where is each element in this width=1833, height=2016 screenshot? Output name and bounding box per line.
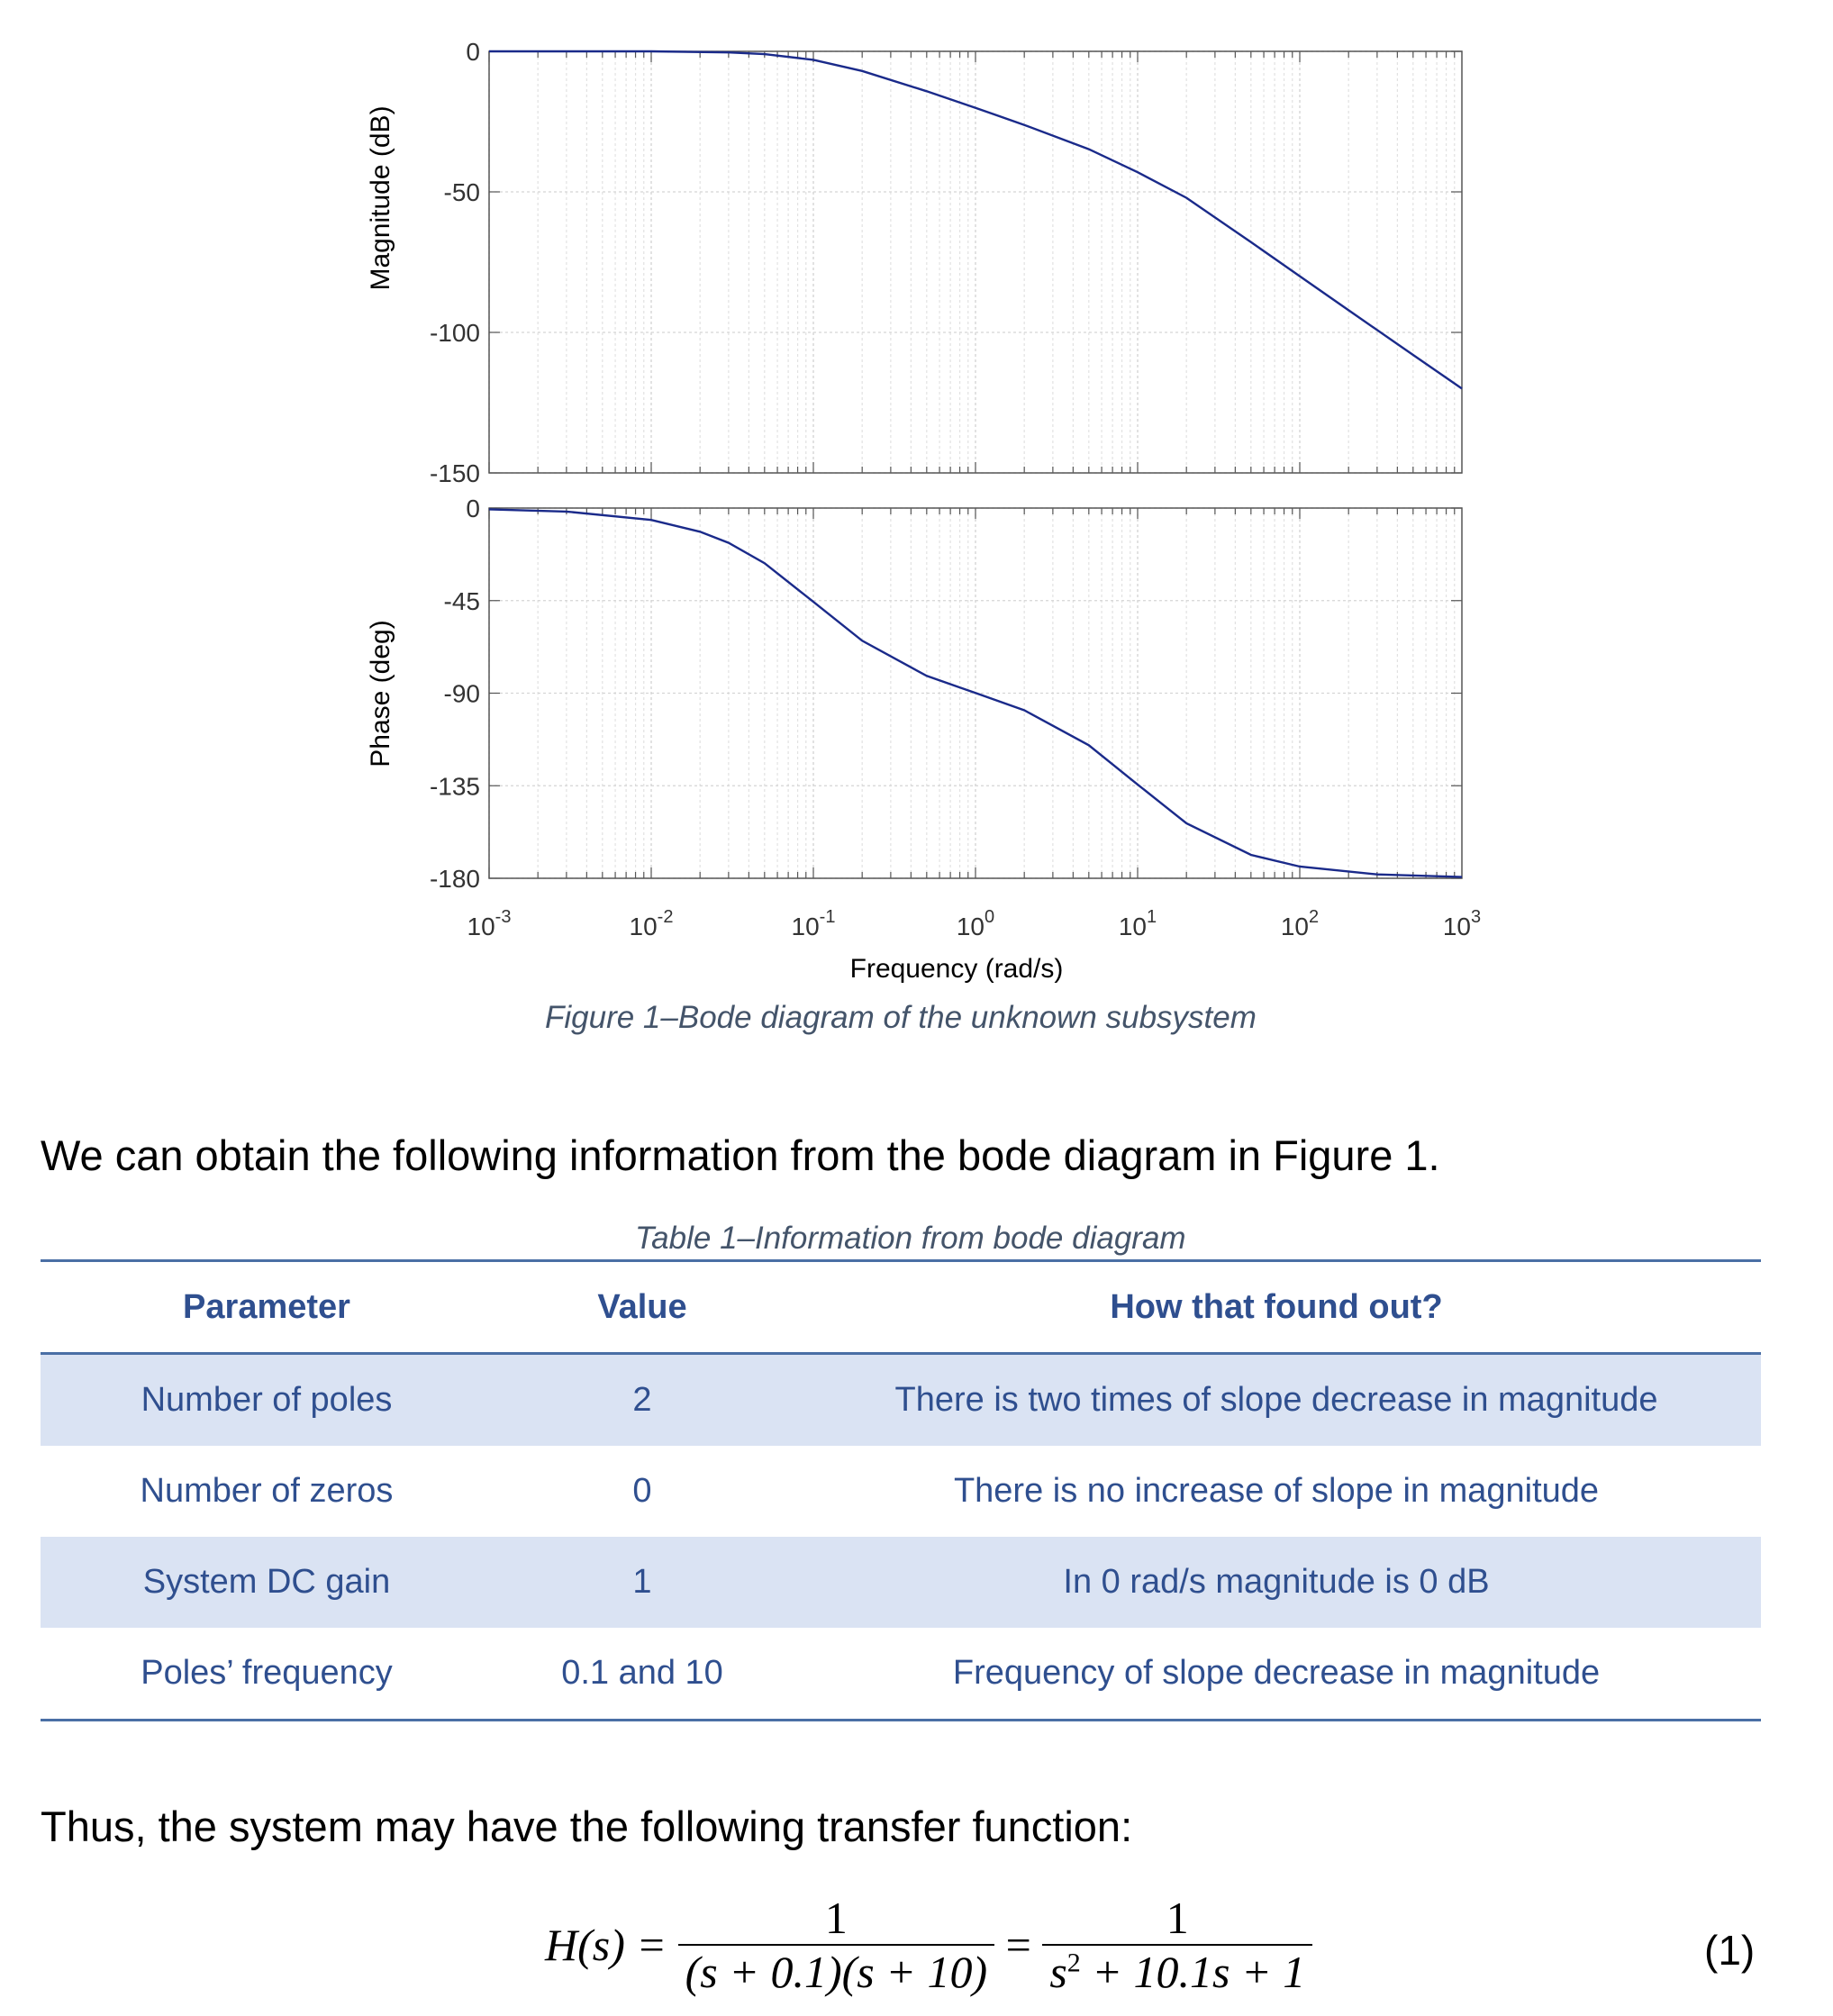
magnitude-plot — [430, 38, 1462, 487]
table-header-row — [41, 1261, 1761, 1354]
den-rest: + 10.1s + 1 — [1080, 1947, 1306, 1997]
frequency-axis-ticks — [467, 907, 1482, 940]
table-cell: There is two times of slope decrease in magnitude — [792, 1354, 1761, 1447]
transfer-function-equation — [545, 1892, 1312, 1998]
den-exponent: 2 — [1066, 1948, 1081, 1978]
equation-equals: = — [1005, 1920, 1031, 1970]
y-tick-label: -100 — [429, 319, 480, 347]
x-tick-label — [1281, 907, 1319, 940]
table-caption: Table 1–Information from bode diagram — [635, 1221, 1186, 1256]
table-cell: Frequency of slope decrease in magnitude — [792, 1628, 1761, 1721]
x-tick-base: 10 — [467, 913, 495, 940]
fraction-one-numerator: 1 — [824, 1893, 848, 1943]
x-tick-exponent: 0 — [985, 907, 995, 927]
y-tick-label: -135 — [429, 772, 480, 801]
figure-caption: Figure 1–Bode diagram of the unknown subsystem — [545, 1000, 1257, 1035]
x-tick-exponent: -2 — [657, 907, 674, 927]
table-cell: In 0 rad/s magnitude is 0 dB — [792, 1537, 1761, 1628]
x-tick-label — [1443, 907, 1481, 940]
table-cell: Poles’ frequency — [41, 1628, 493, 1721]
magnitude-axis-label: Magnitude (dB) — [366, 105, 395, 291]
equation-lhs: H(s) = — [545, 1920, 667, 1970]
y-tick-label: -180 — [429, 865, 480, 893]
fraction-two-numerator: 1 — [1166, 1893, 1189, 1943]
intro-paragraph: We can obtain the following information from the bode diagram in Figure 1. — [41, 1131, 1440, 1179]
x-tick-exponent: 2 — [1309, 907, 1320, 927]
conclusion-paragraph: Thus, the system may have the following transfer function: — [41, 1803, 1133, 1850]
header-value: Value — [493, 1261, 792, 1354]
table-cell: 0.1 and 10 — [493, 1628, 792, 1721]
phase-axis-label: Phase (deg) — [366, 620, 395, 767]
table-row — [41, 1354, 1761, 1447]
y-tick-label: -45 — [443, 586, 480, 615]
y-tick-label: -150 — [429, 459, 480, 487]
fraction-two — [1042, 1892, 1312, 1998]
x-tick-base: 10 — [1442, 913, 1472, 940]
phase-plot — [430, 495, 1462, 893]
info-table — [41, 1259, 1761, 1721]
header-parameter: Parameter — [41, 1261, 493, 1354]
y-tick-label: -50 — [443, 178, 480, 206]
table-cell: 0 — [632, 1472, 652, 1510]
fraction-two-denominator — [1042, 1944, 1312, 1998]
x-tick-base: 10 — [1118, 913, 1148, 940]
x-tick-base: 10 — [1280, 913, 1310, 940]
x-tick-base: 10 — [956, 913, 985, 940]
x-tick-label — [1119, 907, 1157, 940]
x-tick-exponent: 3 — [1471, 907, 1482, 927]
y-tick-label: 0 — [466, 38, 480, 66]
table-cell: System DC gain — [41, 1537, 493, 1628]
table-cell: Number of poles — [41, 1354, 493, 1447]
header-how-found: How that found out? — [792, 1261, 1761, 1354]
equation-number: (1) — [1704, 1927, 1756, 1974]
table-cell: 1 — [493, 1537, 792, 1628]
y-tick-label: 0 — [466, 495, 480, 522]
table-row — [41, 1628, 1761, 1721]
frequency-axis-label: Frequency (rad/s) — [849, 954, 1064, 984]
fraction-one — [678, 1892, 995, 1998]
x-tick-base: 10 — [791, 913, 820, 940]
table-cell: Number of zeros — [140, 1472, 394, 1510]
x-tick-exponent: 1 — [1147, 907, 1157, 927]
x-tick-exponent: -1 — [819, 907, 836, 927]
x-tick-base: 10 — [629, 913, 658, 940]
table-row — [41, 1446, 1761, 1537]
x-tick-exponent: -3 — [495, 907, 512, 927]
fraction-one-denominator: (s + 0.1)(s + 10) — [678, 1944, 995, 1998]
x-tick-label — [630, 907, 674, 940]
x-tick-label — [957, 907, 994, 940]
den-s: s — [1049, 1947, 1067, 1997]
table-row — [41, 1537, 1761, 1628]
table-cell: 2 — [493, 1354, 792, 1447]
x-tick-label — [792, 907, 836, 940]
x-tick-label — [467, 907, 512, 940]
table-cell: There is no increase of slope in magnitude — [953, 1472, 1600, 1510]
y-tick-label: -90 — [443, 679, 480, 708]
